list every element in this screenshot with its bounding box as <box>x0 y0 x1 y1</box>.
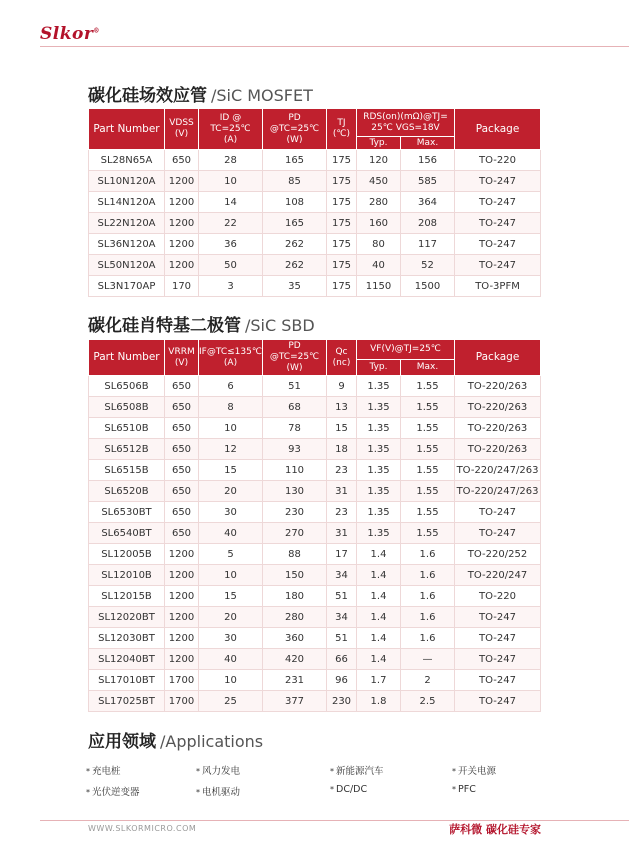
application-item: * 风力发电 <box>196 766 241 777</box>
table-cell: 1.35 <box>357 523 401 544</box>
table-cell: 85 <box>263 171 327 192</box>
table-cell: SL12030BT <box>89 628 165 649</box>
table-cell: 1200 <box>165 255 199 276</box>
table-cell: 51 <box>327 586 357 607</box>
table-cell: 585 <box>401 171 455 192</box>
table-cell: 650 <box>165 376 199 397</box>
table-cell: 31 <box>327 481 357 502</box>
table-cell: TO-220/263 <box>455 439 541 460</box>
table-cell: 10 <box>199 418 263 439</box>
table-cell: 1.8 <box>357 691 401 712</box>
table-row <box>89 276 541 297</box>
table-cell: 1.55 <box>401 439 455 460</box>
table-cell: SL12015B <box>89 586 165 607</box>
table-cell: 420 <box>263 649 327 670</box>
table-cell: 1.6 <box>401 628 455 649</box>
table-cell: 96 <box>327 670 357 691</box>
table-cell: 262 <box>263 234 327 255</box>
table-cell: 18 <box>327 439 357 460</box>
header-part-number: Part Number <box>89 109 165 150</box>
table-cell: 10 <box>199 565 263 586</box>
table-cell: 450 <box>357 171 401 192</box>
table-cell: TO-3PFM <box>455 276 541 297</box>
table-cell: 280 <box>357 192 401 213</box>
table-cell: SL36N120A <box>89 234 165 255</box>
table-cell: 1.7 <box>357 670 401 691</box>
header-divider <box>40 46 629 47</box>
table-cell: 13 <box>327 397 357 418</box>
table-cell: 360 <box>263 628 327 649</box>
table-cell: SL6540BT <box>89 523 165 544</box>
table-row <box>89 397 541 418</box>
table-cell: 650 <box>165 150 199 171</box>
table-cell: 50 <box>199 255 263 276</box>
footer-url[interactable]: WWW.SLKORMICRO.COM <box>88 824 197 833</box>
table-cell: 175 <box>327 213 357 234</box>
table-cell: 2.5 <box>401 691 455 712</box>
table-cell: TO-247 <box>455 691 541 712</box>
table-cell: 15 <box>199 460 263 481</box>
table-cell: 14 <box>199 192 263 213</box>
table-cell: 130 <box>263 481 327 502</box>
table-row <box>89 171 541 192</box>
table-cell: TO-220 <box>455 150 541 171</box>
table-cell: 650 <box>165 439 199 460</box>
table-cell: TO-220/247 <box>455 565 541 586</box>
table-cell: 1.35 <box>357 502 401 523</box>
table-cell: 25 <box>199 691 263 712</box>
mosfet-table <box>88 108 541 297</box>
table-row <box>89 523 541 544</box>
table-cell: 1.55 <box>401 481 455 502</box>
table-cell: 170 <box>165 276 199 297</box>
table-row <box>89 376 541 397</box>
table-cell: 1200 <box>165 213 199 234</box>
application-item: * PFC <box>452 784 476 795</box>
table-cell: TO-247 <box>455 523 541 544</box>
table-cell: 15 <box>327 418 357 439</box>
table-cell: 150 <box>263 565 327 586</box>
table-cell: 175 <box>327 192 357 213</box>
header-rds-max: Max. <box>401 137 455 150</box>
table-cell: 1.6 <box>401 586 455 607</box>
table-cell: 8 <box>199 397 263 418</box>
table-cell: 12 <box>199 439 263 460</box>
table-row <box>89 670 541 691</box>
table-cell: TO-220/263 <box>455 418 541 439</box>
table-cell: TO-247 <box>455 255 541 276</box>
table-cell: 78 <box>263 418 327 439</box>
table-cell: 31 <box>327 523 357 544</box>
table-row <box>89 607 541 628</box>
table-cell: 51 <box>263 376 327 397</box>
table-cell: 175 <box>327 255 357 276</box>
table-cell: SL12020BT <box>89 607 165 628</box>
table-cell: SL14N120A <box>89 192 165 213</box>
table-cell: 15 <box>199 586 263 607</box>
header-vf: VF(V)@TJ=25℃ <box>357 340 455 360</box>
table-cell: TO-220 <box>455 586 541 607</box>
table-cell: 30 <box>199 502 263 523</box>
table-cell: 20 <box>199 607 263 628</box>
table-cell: 34 <box>327 607 357 628</box>
header-rds-typ: Typ. <box>357 137 401 150</box>
table-row <box>89 502 541 523</box>
table-cell: TO-220/247/263 <box>455 481 541 502</box>
table-cell: 156 <box>401 150 455 171</box>
table-cell: 51 <box>327 628 357 649</box>
table-cell: 262 <box>263 255 327 276</box>
table-cell: SL6530BT <box>89 502 165 523</box>
table-cell: 120 <box>357 150 401 171</box>
table-cell: SL12010B <box>89 565 165 586</box>
table-cell: SL28N65A <box>89 150 165 171</box>
table-cell: 23 <box>327 502 357 523</box>
table-cell: TO-247 <box>455 649 541 670</box>
table-cell: 1.4 <box>357 544 401 565</box>
mosfet-title-zh: 碳化硅场效应管 <box>88 86 207 106</box>
table-cell: 650 <box>165 523 199 544</box>
footer-brand: 萨科微 碳化硅专家 <box>449 823 541 836</box>
table-cell: 1.4 <box>357 607 401 628</box>
table-cell: 40 <box>357 255 401 276</box>
table-cell: 28 <box>199 150 263 171</box>
brand-logo: Slkor® <box>40 24 100 44</box>
table-row <box>89 481 541 502</box>
table-cell: TO-247 <box>455 213 541 234</box>
table-row <box>89 418 541 439</box>
table-cell: 66 <box>327 649 357 670</box>
header-pd: PD @TC=25℃ (W) <box>263 109 327 150</box>
header-tj: TJ (℃) <box>327 109 357 150</box>
table-cell: SL6510B <box>89 418 165 439</box>
table-cell: 3 <box>199 276 263 297</box>
table-cell: TO-247 <box>455 670 541 691</box>
table-row <box>89 544 541 565</box>
table-cell: 1.55 <box>401 397 455 418</box>
table-cell: SL6508B <box>89 397 165 418</box>
application-item: * 电机驱动 <box>196 787 241 798</box>
table-cell: 1700 <box>165 670 199 691</box>
table-cell: 93 <box>263 439 327 460</box>
table-cell: 280 <box>263 607 327 628</box>
table-cell: 165 <box>263 150 327 171</box>
table-row <box>89 565 541 586</box>
header-package: Package <box>455 109 541 150</box>
table-cell: 377 <box>263 691 327 712</box>
table-row <box>89 691 541 712</box>
table-cell: TO-247 <box>455 607 541 628</box>
table-cell: 1200 <box>165 565 199 586</box>
table-cell: SL12040BT <box>89 649 165 670</box>
table-cell: 364 <box>401 192 455 213</box>
header-pd: PD @TC=25℃ (W) <box>263 340 327 376</box>
table-cell: 270 <box>263 523 327 544</box>
table-cell: 650 <box>165 397 199 418</box>
table-row <box>89 150 541 171</box>
table-cell: 108 <box>263 192 327 213</box>
table-cell: 1200 <box>165 234 199 255</box>
table-cell: 23 <box>327 460 357 481</box>
table-row <box>89 439 541 460</box>
table-cell: 1150 <box>357 276 401 297</box>
header-if: IF@TC≤135℃ (A) <box>199 340 263 376</box>
table-cell: SL10N120A <box>89 171 165 192</box>
table-row <box>89 192 541 213</box>
header-vdss: VDSS (V) <box>165 109 199 150</box>
table-cell: 1.6 <box>401 565 455 586</box>
table-cell: TO-247 <box>455 502 541 523</box>
application-item: * DC/DC <box>330 784 368 795</box>
table-cell: 1.6 <box>401 544 455 565</box>
header-part-number: Part Number <box>89 340 165 376</box>
table-cell: 180 <box>263 586 327 607</box>
table-cell: 1.4 <box>357 586 401 607</box>
table-cell: 40 <box>199 649 263 670</box>
table-row <box>89 649 541 670</box>
application-item: * 开关电源 <box>452 766 497 777</box>
table-cell: 231 <box>263 670 327 691</box>
table-row <box>89 213 541 234</box>
application-item: * 充电桩 <box>86 766 121 777</box>
table-cell: TO-220/263 <box>455 376 541 397</box>
table-row <box>89 255 541 276</box>
table-cell: 1.35 <box>357 397 401 418</box>
table-cell: 1.55 <box>401 376 455 397</box>
table-cell: TO-247 <box>455 628 541 649</box>
table-cell: 10 <box>199 171 263 192</box>
table-cell: 1.35 <box>357 439 401 460</box>
table-cell: SL17025BT <box>89 691 165 712</box>
table-cell: 9 <box>327 376 357 397</box>
table-cell: 230 <box>263 502 327 523</box>
table-cell: 117 <box>401 234 455 255</box>
header-vf-max: Max. <box>401 360 455 376</box>
sbd-section-title <box>88 311 315 336</box>
table-cell: 165 <box>263 213 327 234</box>
table-cell: SL12005B <box>89 544 165 565</box>
table-cell: 1200 <box>165 586 199 607</box>
table-cell: 160 <box>357 213 401 234</box>
table-cell: 30 <box>199 628 263 649</box>
header-package: Package <box>455 340 541 376</box>
table-cell: 1200 <box>165 628 199 649</box>
table-cell: SL6515B <box>89 460 165 481</box>
table-cell: 110 <box>263 460 327 481</box>
header-rds: RDS(on)(mΩ)@TJ= 25℃ VGS=18V <box>357 109 455 137</box>
table-cell: SL17010BT <box>89 670 165 691</box>
table-cell: 175 <box>327 150 357 171</box>
table-cell: 1.4 <box>357 649 401 670</box>
table-cell: 36 <box>199 234 263 255</box>
table-row <box>89 460 541 481</box>
table-cell: TO-247 <box>455 192 541 213</box>
applications-section-title <box>88 727 263 752</box>
table-cell: 80 <box>357 234 401 255</box>
header-qc: Qc (nc) <box>327 340 357 376</box>
application-item: * 光伏逆变器 <box>86 787 140 798</box>
table-cell: SL6520B <box>89 481 165 502</box>
table-cell: 34 <box>327 565 357 586</box>
table-cell: 10 <box>199 670 263 691</box>
table-cell: 1200 <box>165 192 199 213</box>
table-cell: TO-247 <box>455 234 541 255</box>
table-cell: 40 <box>199 523 263 544</box>
table-cell: 1.35 <box>357 460 401 481</box>
table-cell: 1.55 <box>401 502 455 523</box>
table-cell: 1.4 <box>357 628 401 649</box>
table-cell: 2 <box>401 670 455 691</box>
table-cell: — <box>401 649 455 670</box>
table-row <box>89 628 541 649</box>
table-cell: 5 <box>199 544 263 565</box>
table-cell: 17 <box>327 544 357 565</box>
table-cell: 175 <box>327 171 357 192</box>
table-row <box>89 234 541 255</box>
table-cell: 22 <box>199 213 263 234</box>
sbd-title-en: /SiC SBD <box>245 316 315 335</box>
table-cell: 650 <box>165 418 199 439</box>
table-cell: 35 <box>263 276 327 297</box>
table-cell: 1700 <box>165 691 199 712</box>
table-cell: 175 <box>327 234 357 255</box>
table-cell: 230 <box>327 691 357 712</box>
applications-title-zh: 应用领域 <box>88 732 156 752</box>
table-cell: 1.35 <box>357 481 401 502</box>
table-cell: 1.55 <box>401 418 455 439</box>
table-cell: 1.35 <box>357 418 401 439</box>
mosfet-title-en: /SiC MOSFET <box>211 86 313 105</box>
table-cell: 650 <box>165 502 199 523</box>
table-cell: 175 <box>327 276 357 297</box>
table-cell: TO-220/252 <box>455 544 541 565</box>
application-item: * 新能源汽车 <box>330 766 384 777</box>
table-cell: 208 <box>401 213 455 234</box>
table-cell: 1200 <box>165 649 199 670</box>
header-id: ID @ TC=25℃ (A) <box>199 109 263 150</box>
table-cell: 1.55 <box>401 460 455 481</box>
table-cell: 1200 <box>165 607 199 628</box>
table-cell: SL3N170AP <box>89 276 165 297</box>
applications-title-en: /Applications <box>160 732 264 751</box>
table-cell: 1.35 <box>357 376 401 397</box>
header-vf-typ: Typ. <box>357 360 401 376</box>
table-cell: 1200 <box>165 544 199 565</box>
table-cell: 20 <box>199 481 263 502</box>
sbd-title-zh: 碳化硅肖特基二极管 <box>88 316 241 336</box>
table-cell: 68 <box>263 397 327 418</box>
table-cell: SL6506B <box>89 376 165 397</box>
table-cell: 6 <box>199 376 263 397</box>
table-cell: 1500 <box>401 276 455 297</box>
table-cell: TO-220/247/263 <box>455 460 541 481</box>
table-cell: SL50N120A <box>89 255 165 276</box>
sbd-table <box>88 339 541 712</box>
table-cell: 1.6 <box>401 607 455 628</box>
table-cell: SL6512B <box>89 439 165 460</box>
table-cell: 88 <box>263 544 327 565</box>
table-cell: 650 <box>165 481 199 502</box>
table-cell: 1.4 <box>357 565 401 586</box>
table-cell: 1.55 <box>401 523 455 544</box>
mosfet-section-title <box>88 81 313 106</box>
table-cell: TO-247 <box>455 171 541 192</box>
table-cell: SL22N120A <box>89 213 165 234</box>
table-cell: 52 <box>401 255 455 276</box>
table-cell: 1200 <box>165 171 199 192</box>
table-cell: 650 <box>165 460 199 481</box>
header-vrrm: VRRM (V) <box>165 340 199 376</box>
table-cell: TO-220/263 <box>455 397 541 418</box>
table-row <box>89 586 541 607</box>
